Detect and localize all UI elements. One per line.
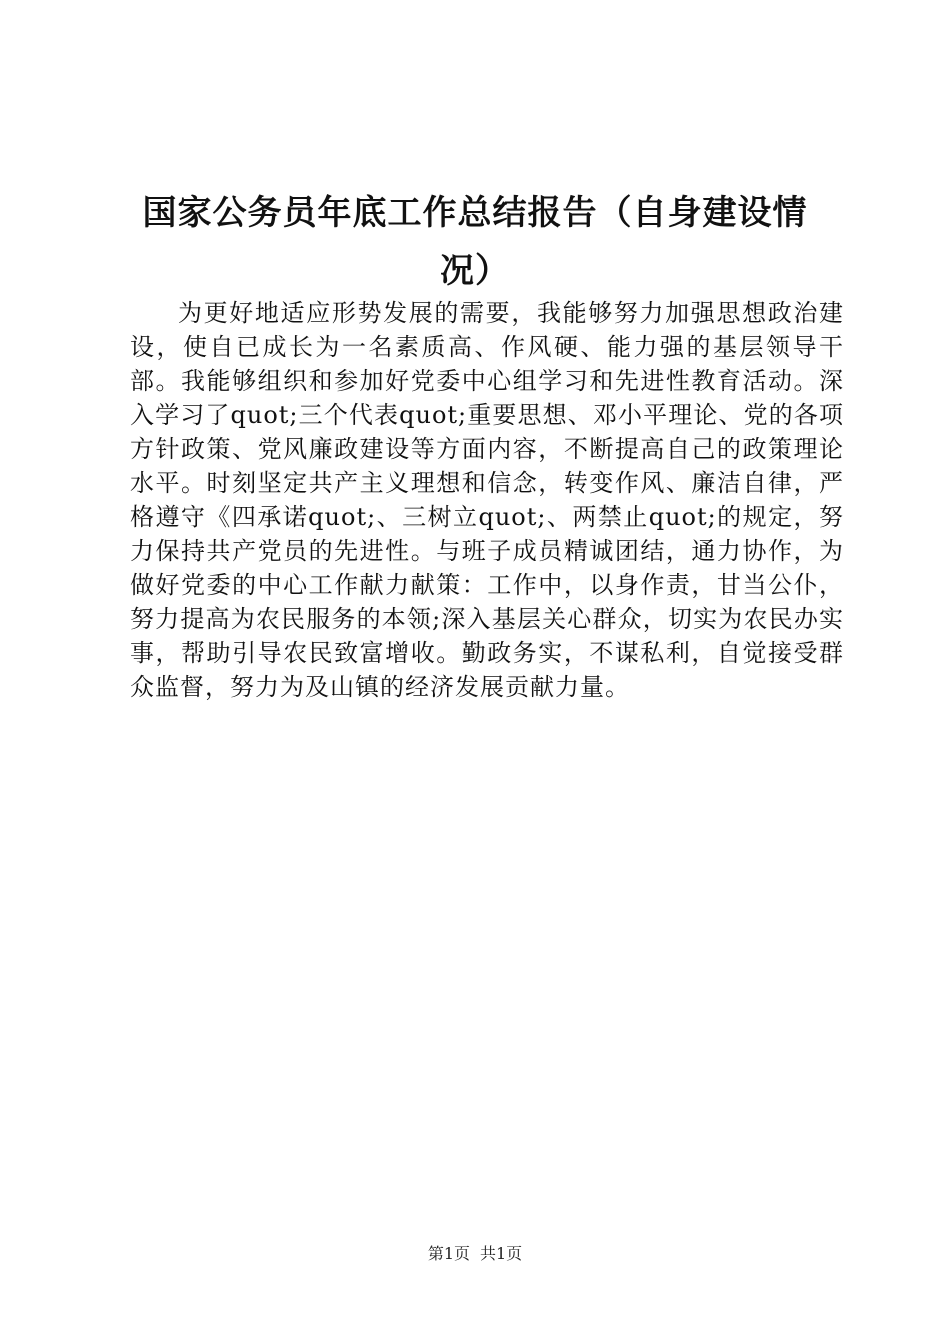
document-title: 国家公务员年底工作总结报告（自身建设情况） — [142, 193, 808, 291]
page-number-current: 第1页 — [427, 1244, 470, 1263]
document-body-paragraph: 为更好地适应形势发展的需要，我能够努力加强思想政治建设，使自已成长为一名素质高、作风硬、能力强的基层领导干部。我能够组织和参加好党委中心组学习和先进性教育活动。深入学习了quot;三个代表quot;重要思想、邓小平理论、党的各项方针政策、党风廉政建设等方面内容，不断提高自己的政策理论水平。时刻坚定共产主义理想和信念，转变作风、廉洁自律，严格遵守《四承诺quot;、三树立quot;、两禁止quot;的规定，努力保持共产党员的先进性。与班子成员精诚团结，通力协作，为做好党委的中心工作献力献策：工作中，以身作责，甘当公仆，努力提高为农民服务的本领;深入基层关心群众，切实为农民办实事，帮助引导农民致富增收。勤政务实，不谋私利，自觉接受群众监督，努力为及山镇的经济发展贡献力量。 — [130, 299, 844, 701]
page-number-total: 共1页 — [480, 1244, 523, 1263]
page-footer — [0, 1244, 950, 1264]
